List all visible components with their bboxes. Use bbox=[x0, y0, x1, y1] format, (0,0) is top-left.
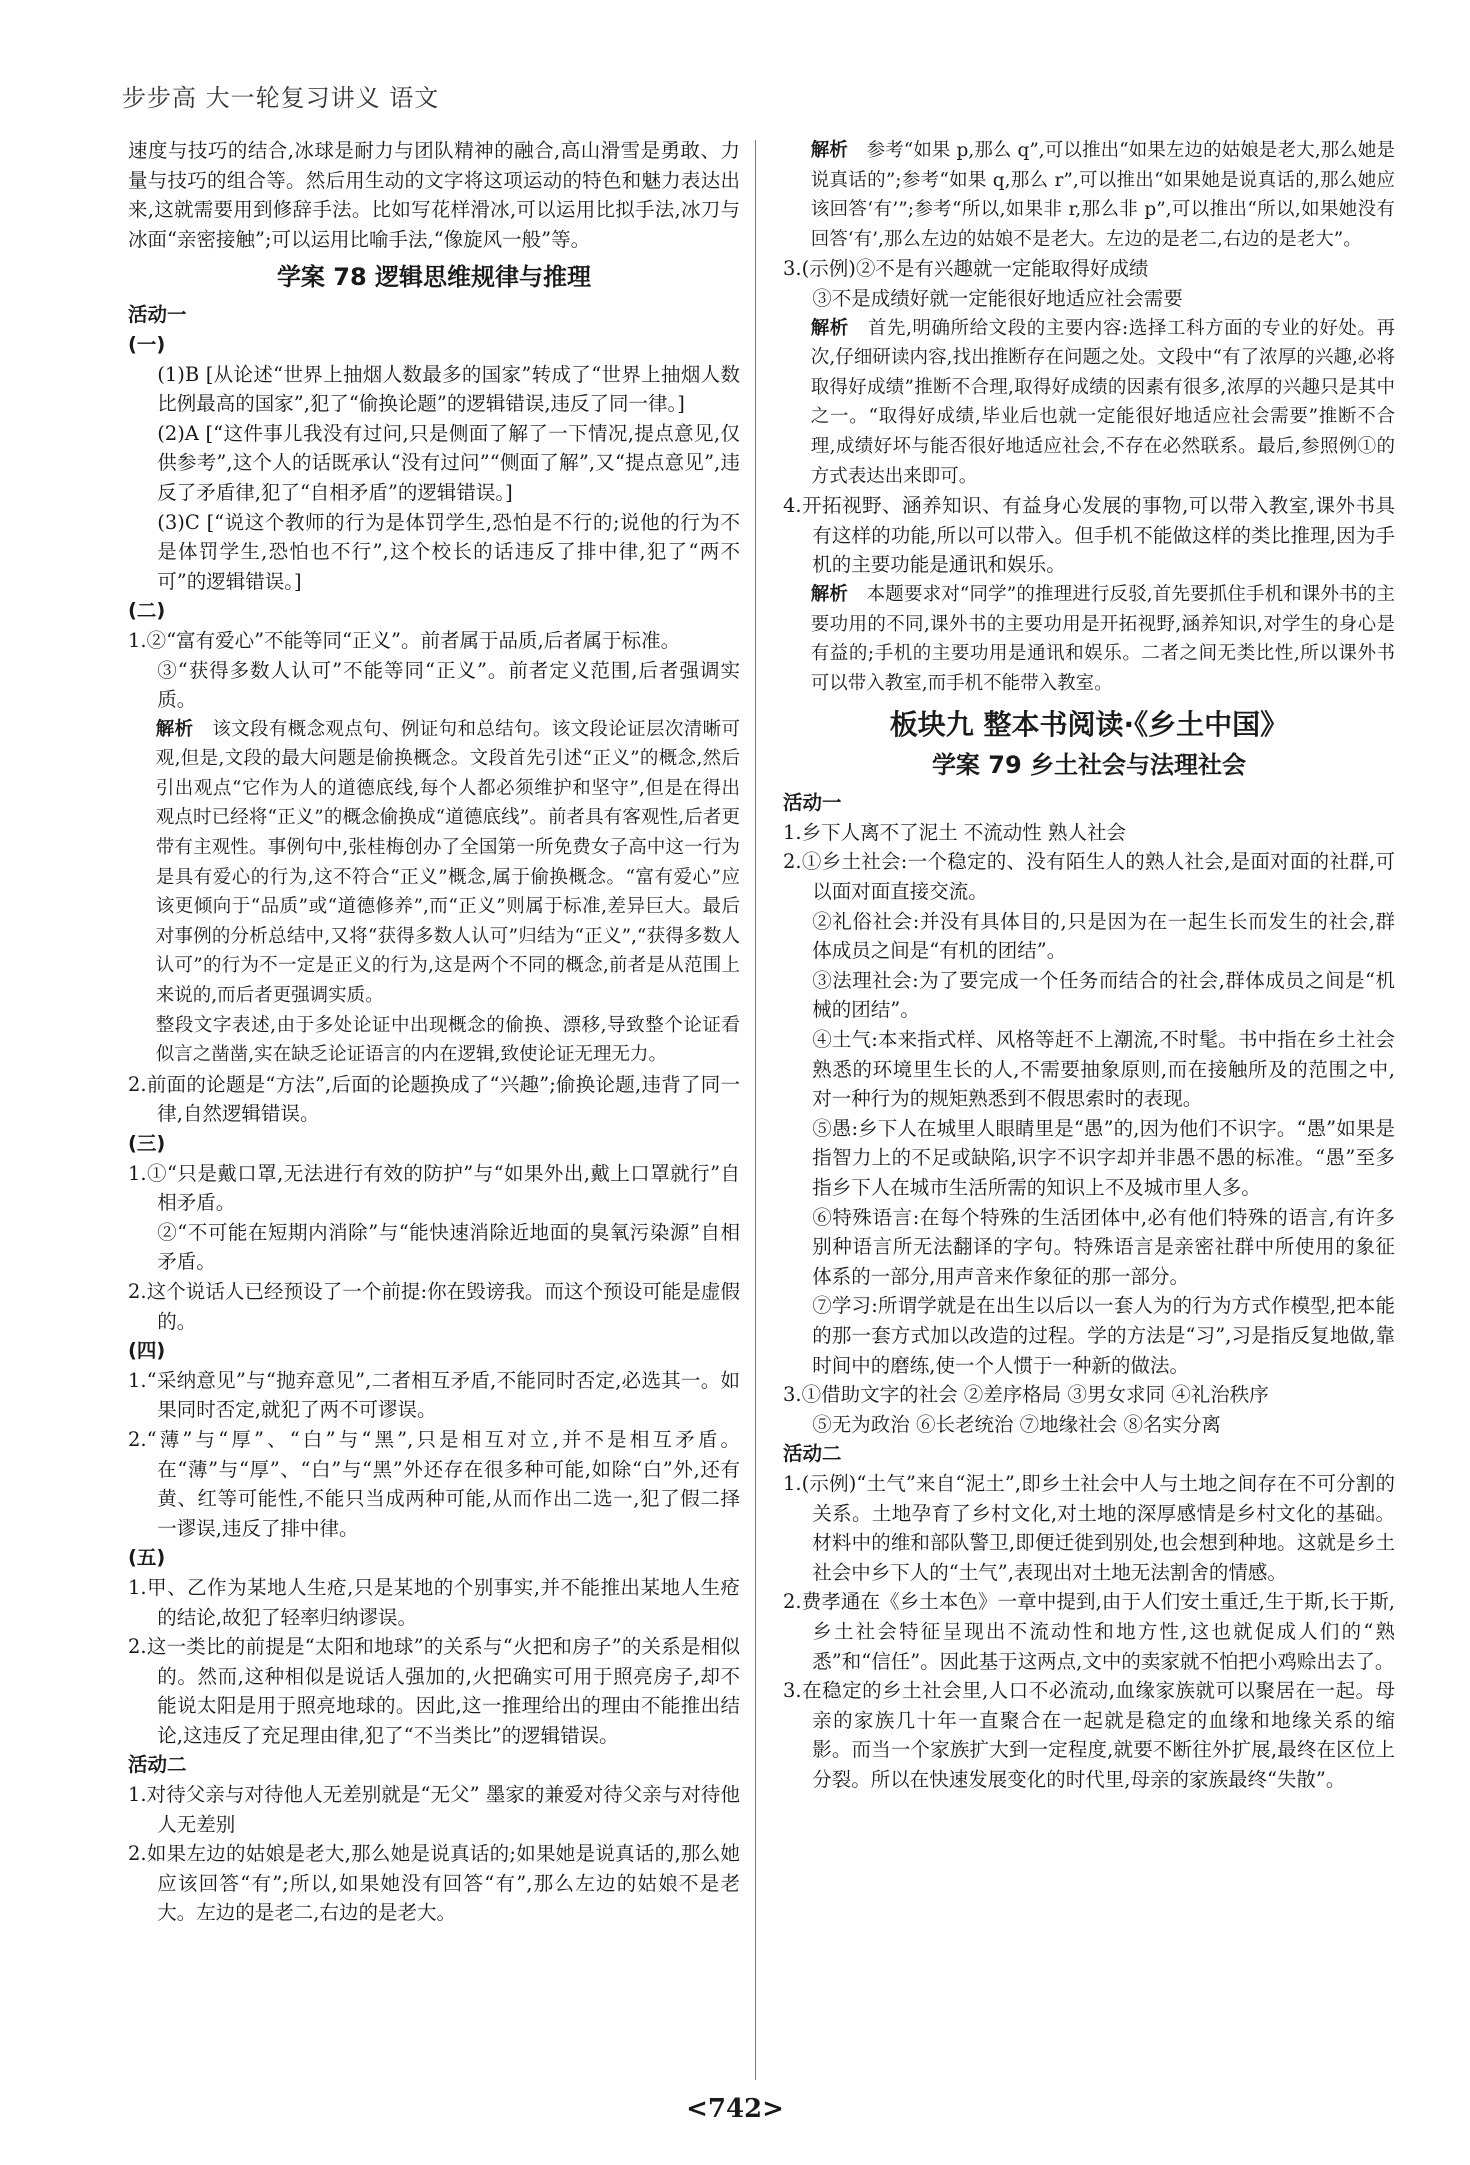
analysis-2-1 bbox=[128, 715, 740, 1011]
analysis-activity2-4 bbox=[783, 580, 1395, 698]
analysis-activity2-4-text: 本题要求对“同学”的推理进行反驳,首先要抓住手机和课外书的主要功用的不同,课外书的主要功用是开拓视野,涵养知识,对学生的身心是有益的;手机的主要功用是通讯和娱乐。二者之间无类比性,所以课外书可以带入教室,而手机不能带入教室。 bbox=[810, 583, 1395, 694]
activity-2-label: 活动二 bbox=[783, 1442, 842, 1466]
answer-4-2: 2.“薄”与“厚”、“白”与“黑”,只是相互对立,并不是相互矛盾。在“薄”与“厚”、“白”与“黑”外还存在很多种可能,如除“白”外,还有黄、红等可能性,不能只当成两种可能,从而作出二选一,犯了假二择一谬误,违反了排中律。 bbox=[128, 1427, 740, 1540]
lesson-79-title: 学案 79 乡土社会与法理社会 bbox=[931, 751, 1247, 780]
l79-answer-2c: ③法理社会:为了要完成一个任务而结合的社会,群体成员之间是“机械的团结”。 bbox=[812, 968, 1395, 1022]
analysis-label: 解析 bbox=[810, 140, 848, 161]
answer-1-3: (3)C [“说这个教师的行为是体罚学生,恐怕是不行的;说他的行为不是体罚学生,恐怕也不行”,这个校长的话违反了排中律,犯了“两不可”的逻辑错误。] bbox=[157, 510, 740, 593]
l79-answer-2b: ②礼俗社会:并没有具体目的,只是因为在一起生长而发生的社会,群体成员之间是“有机的团结”。 bbox=[812, 909, 1395, 963]
section-1-label: (一) bbox=[128, 332, 166, 356]
l79-activity-2-answer-2: 2.费孝通在《乡土本色》一章中提到,由于人们安土重迁,生于斯,长于斯,乡土社会特征呈现出不流动性和地方性,这也就促成人们的“熟悉”和“信任”。因此基于这两点,文中的卖家就不怕把小鸡赊出去了。 bbox=[783, 1590, 1395, 1673]
answer-4-1: 1.“采纳意见”与“抛弃意见”,二者相互矛盾,不能同时否定,必选其一。如果同时否定,就犯了两不可谬误。 bbox=[128, 1368, 740, 1422]
answer-5-2: 2.这一类比的前提是“太阳和地球”的关系与“火把和房子”的关系是相似的。然而,这种相似是说话人强加的,火把确实可用于照亮房子,却不能说太阳是用于照亮地球的。因此,这一推理给出的理由不能推出结论,这违反了充足理由律,犯了“不当类比”的逻辑错误。 bbox=[128, 1635, 740, 1747]
activity-2-label: 活动二 bbox=[128, 1753, 187, 1777]
l79-answer-1: 1.乡下人离不了泥土 不流动性 熟人社会 bbox=[783, 820, 1127, 844]
right-column bbox=[783, 136, 1395, 1794]
activity-1-label: 活动一 bbox=[128, 303, 187, 327]
section-5-label: (五) bbox=[128, 1546, 166, 1570]
section-4-label: (四) bbox=[128, 1339, 166, 1363]
analysis-label: 解析 bbox=[810, 583, 849, 605]
block-9-title: 板块九 整本书阅读·《乡土中国》 bbox=[889, 708, 1289, 742]
answer-3-2: 2.这个说话人已经预设了一个前提:你在毁谤我。而这个预设可能是虚假的。 bbox=[128, 1279, 740, 1333]
analysis-2-1b: 整段文字表述,由于多处论证中出现概念的偷换、漂移,导致整个论证看似言之凿凿,实在缺乏论证语言的内在逻辑,致使论证无理无力。 bbox=[155, 1014, 740, 1066]
l79-answer-2d: ④土气:本来指式样、风格等赶不上潮流,不时髦。书中指在乡土社会熟悉的环境里生长的人,不需要抽象原则,而在接触所及的范围之中,对一种行为的规矩熟悉到不假思索时的表现。 bbox=[812, 1028, 1395, 1111]
l79-answer-2g: ⑦学习:所谓学就是在出生以后以一套人为的行为方式作模型,把本能的那一套方式加以改造的过程。学的方法是“习”,习是指反复地做,靠时间中的磨练,使一个人惯于一种新的做法。 bbox=[812, 1294, 1395, 1377]
analysis-label: 解析 bbox=[155, 718, 194, 740]
activity-2-answer-2: 2.如果左边的姑娘是老大,那么她是说真话的;如果她是说真话的,那么她应该回答“有”;所以,如果她没有回答“有”,那么左边的姑娘不是老大。左边的是老二,右边的是老大。 bbox=[128, 1842, 740, 1925]
analysis-label: 解析 bbox=[810, 317, 849, 339]
intro-paragraph: 速度与技巧的结合,冰球是耐力与团队精神的融合,高山滑雪是勇敢、力量与技巧的组合等。然后用生动的文字将这项运动的特色和魅力表达出来,这就需要用到修辞手法。比如写花样滑冰,可以运用比拟手法,冰刀与冰面“亲密接触”;可以运用比喻手法,“像旋风一般”等。 bbox=[128, 139, 740, 251]
running-header: 步步高 大一轮复习讲义 语文 bbox=[122, 84, 440, 112]
lesson-78-title: 学案 78 逻辑思维规律与推理 bbox=[276, 263, 592, 292]
activity-2-answer-1: 1.对待父亲与对待他人无差别就是“无父” 墨家的兼爱对待父亲与对待他人无差别 bbox=[128, 1783, 740, 1836]
column-divider bbox=[755, 140, 756, 2080]
l79-answer-3: 3.①借助文字的社会 ②差序格局 ③男女求同 ④礼治秩序 bbox=[783, 1383, 1269, 1407]
answer-2-1b: ③“获得多数人认可”不能等同“正义”。前者定义范围,后者强调实质。 bbox=[157, 658, 740, 712]
analysis-activity2-3 bbox=[783, 314, 1395, 492]
l79-answer-2: 2.①乡土社会:一个稳定的、没有陌生人的熟人社会,是面对面的社群,可以面对面直接交流。 bbox=[783, 850, 1395, 904]
section-2-label: (二) bbox=[128, 599, 166, 623]
analysis-activity2-2 bbox=[783, 136, 1395, 254]
answer-5-1: 1.甲、乙作为某地人生疮,只是某地的个别事实,并不能推出某地人生疮的结论,故犯了轻率归纳谬误。 bbox=[128, 1575, 740, 1629]
l79-activity-2-answer-3: 3.在稳定的乡土社会里,人口不必流动,血缘家族就可以聚居在一起。母亲的家族几十年一直聚合在一起就是稳定的血缘和地缘关系的缩影。而当一个家族扩大到一定程度,就要不断往外扩展,最终在区位上分裂。所以在快速发展变化的时代里,母亲的家族最终“失散”。 bbox=[783, 1679, 1395, 1791]
answer-2-1: 1.②“富有爱心”不能等同“正义”。前者属于品质,后者属于标准。 bbox=[128, 628, 681, 652]
analysis-activity2-3-text: 首先,明确所给文段的主要内容:选择工科方面的专业的好处。再次,仔细研读内容,找出推断存在问题之处。文段中“有了浓厚的兴趣,必将取得好成绩”推断不合理,取得好成绩的因素有很多,浓厚的兴趣只是其中之一。“取得好成绩,毕业后也就一定能很好地适应社会需要”推断不合理,成绩好坏与能否很好地适应社会,不存在必然联系。最后,参照例①的方式表达出来即可。 bbox=[810, 317, 1395, 487]
l79-answer-3b: ⑤无为政治 ⑥长老统治 ⑦地缘社会 ⑧名实分离 bbox=[812, 1412, 1221, 1436]
answer-3-1: 1.①“只是戴口罩,无法进行有效的防护”与“如果外出,戴上口罩就行”自相矛盾。 bbox=[128, 1161, 740, 1215]
activity-2-answer-3b: ③不是成绩好就一定能很好地适应社会需要 bbox=[812, 286, 1183, 310]
answer-1-2: (2)A [“这件事儿我没有过问,只是侧面了解了一下情况,提点意见,仅供参考”,这个人的话既承认“没有过问”“侧面了解”,又“提点意见”,违反了矛盾律,犯了“自相矛盾”的逻辑错误。] bbox=[157, 421, 740, 504]
activity-1-label: 活动一 bbox=[783, 791, 842, 815]
left-column bbox=[128, 136, 740, 1928]
l79-answer-2e: ⑤愚:乡下人在城里人眼睛里是“愚”的,因为他们不识字。“愚”如果是指智力上的不足或缺陷,识字不识字却并非愚不愚的标准。“愚”至多指乡下人在城市生活所需的知识上不及城市里人多。 bbox=[812, 1116, 1395, 1199]
answer-3-1b: ②“不可能在短期内消除”与“能快速消除近地面的臭氧污染源”自相矛盾。 bbox=[157, 1220, 740, 1274]
analysis-activity2-2-text: 参考“如果 p,那么 q”,可以推出“如果左边的姑娘是老大,那么她是说真话的”;参考“如果 q,那么 r”,可以推出“如果她是说真话的,那么她应该回答‘有’”;参考“所以,如果非 r,那么非 p”,可以推出“所以,如果她没有回答‘有’,那么左边的姑娘不是老大。左边的是老二,右边的是老大”。 bbox=[810, 140, 1395, 250]
section-3-label: (三) bbox=[128, 1132, 166, 1155]
activity-2-answer-4: 4.开拓视野、涵养知识、有益身心发展的事物,可以带入教室,课外书具有这样的功能,所以可以带入。但手机不能做这样的类比推理,因为手机的主要功能是通讯和娱乐。 bbox=[783, 494, 1395, 577]
answer-1-1: (1)B [从论述“世界上抽烟人数最多的国家”转成了“世界上抽烟人数比例最高的国家”,犯了“偷换论题”的逻辑错误,违反了同一律。] bbox=[157, 362, 740, 416]
analysis-2-1-text: 该文段有概念观点句、例证句和总结句。该文段论证层次清晰可观,但是,文段的最大问题是偷换概念。文段首先引述“正义”的概念,然后引出观点“它作为人的道德底线,每个人都必须维护和坚守”,但是在得出观点时已经将“正义”的概念偷换成“道德底线”。前者具有客观性,后者更带有主观性。事例句中,张桂梅创办了全国第一所免费女子高中这一行为是具有爱心的行为,这不符合“正义”概念,属于偷换概念。“富有爱心”应该更倾向于“品质”或“道德修养”,而“正义”则属于标准,差异巨大。最后对事例的分析总结中,又将“获得多数人认可”归结为“正义”,“获得多数人认可”的行为不一定是正义的行为,这是两个不同的概念,前者是从范围上来说的,而后者更强调实质。 bbox=[155, 718, 740, 1007]
activity-2-answer-3: 3.(示例)②不是有兴趣就一定能取得好成绩 bbox=[783, 257, 1149, 281]
l79-activity-2-answer-1: 1.(示例)“土气”来自“泥土”,即乡土社会中人与土地之间存在不可分割的关系。土地孕育了乡村文化,对土地的深厚感情是乡村文化的基础。材料中的维和部队警卫,即便迁徙到别处,也会想到种地。这就是乡土社会中乡下人的“土气”,表现出对土地无法割舍的情感。 bbox=[783, 1471, 1395, 1584]
l79-answer-2f: ⑥特殊语言:在每个特殊的生活团体中,必有他们特殊的语言,有许多别种语言所无法翻译的字句。特殊语言是亲密社群中所使用的象征体系的一部分,用声音来作象征的那一部分。 bbox=[812, 1205, 1395, 1288]
answer-2-2: 2.前面的论题是“方法”,后面的论题换成了“兴趣”;偷换论题,违背了同一律,自然逻辑错误。 bbox=[128, 1072, 740, 1126]
page-number: <742> bbox=[686, 2094, 784, 2124]
